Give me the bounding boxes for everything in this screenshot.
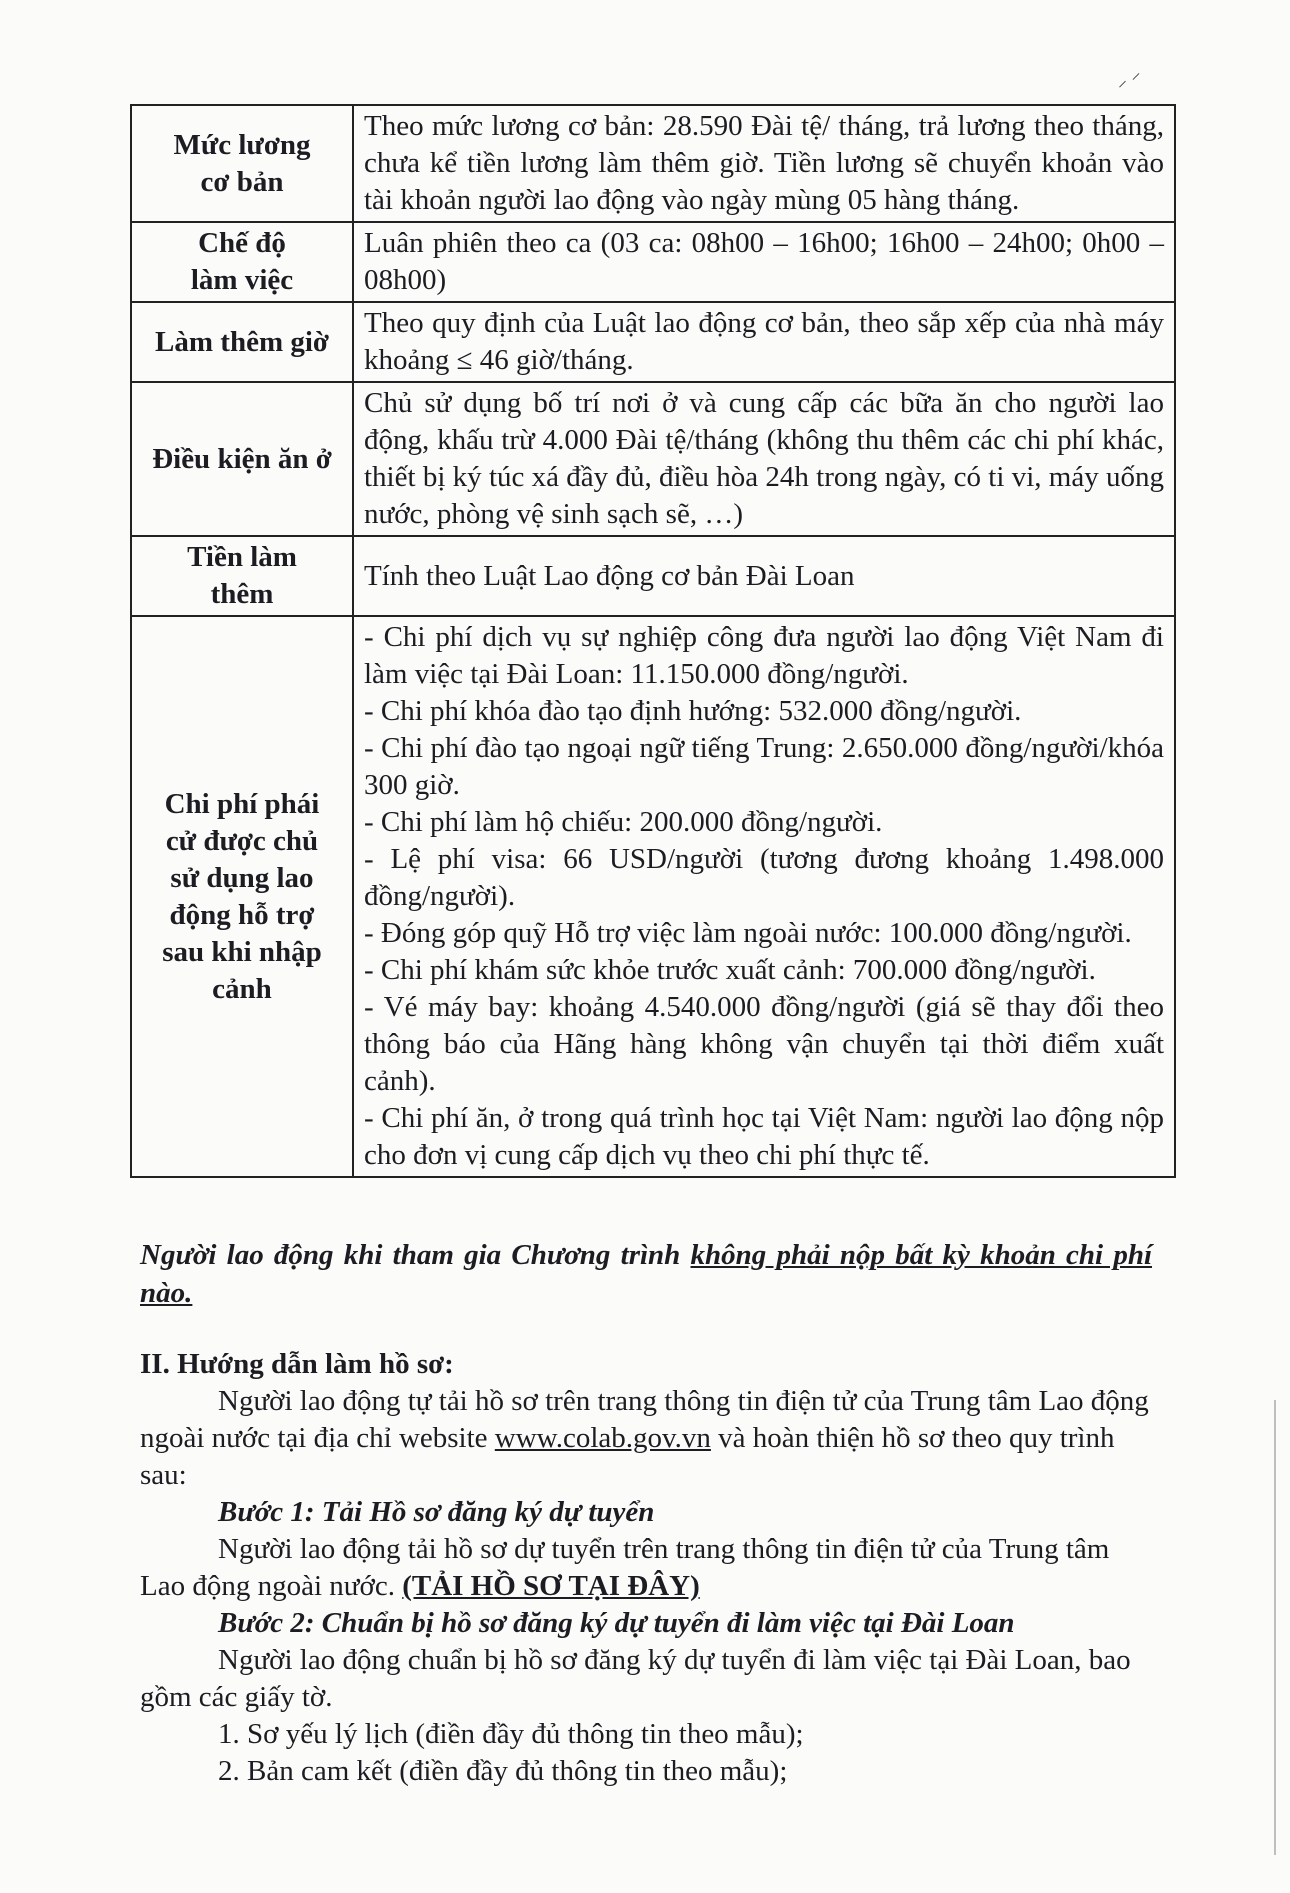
row-content <box>353 302 1175 382</box>
list-item: 1. Sơ yếu lý lịch (điền đầy đủ thông tin theo mẫu); <box>218 1718 804 1750</box>
row-content-line: - Chi phí dịch vụ sự nghiệp công đưa người lao động Việt Nam đi làm việc tại Đài Loan: 11.150.000 đồng/người. <box>364 621 1164 690</box>
row-label-line: Làm thêm giờ <box>155 325 329 358</box>
section-2 <box>140 1346 1152 1790</box>
row-content <box>353 105 1175 222</box>
table-row-placement-costs <box>131 616 1175 1177</box>
row-label-line: cử được chủ <box>165 824 319 857</box>
table-row-overtime-pay <box>131 536 1175 616</box>
row-label-line: thêm <box>210 578 274 610</box>
fee-note-underlined: không phải nộp bất kỳ khoản chi phí nào. <box>140 1239 1153 1309</box>
row-label <box>131 222 353 302</box>
step-2-title: Bước 2: Chuẩn bị hồ sơ đăng ký dự tuyển đi làm việc tại Đài Loan <box>218 1607 1015 1639</box>
row-content <box>353 616 1175 1177</box>
row-content-line: - Đóng góp quỹ Hỗ trợ việc làm ngoài nước: 100.000 đồng/người. <box>364 917 1132 949</box>
row-label <box>131 302 353 382</box>
row-label <box>131 105 353 222</box>
fee-note-prefix: Người lao động khi tham gia Chương trình <box>140 1239 691 1271</box>
row-content-line: Chủ sử dụng bố trí nơi ở và cung cấp các bữa ăn cho người lao động, khấu trừ 4.000 Đài tệ/tháng (không thu thêm các chi phí khác, thiết bị ký túc xá đầy đủ, điều hòa 24h trong ngày, có ti vi, máy uống nước, phòng vệ sinh sạch sẽ, …) <box>364 387 1164 530</box>
row-label-line: sau khi nhập <box>162 935 322 968</box>
section-2-heading: II. Hướng dẫn làm hồ sơ: <box>140 1348 454 1380</box>
row-content-line: Luân phiên theo ca (03 ca: 08h00 – 16h00; 16h00 – 24h00; 0h00 – 08h00) <box>364 227 1164 296</box>
row-label-line: Điều kiện ăn ở <box>152 442 332 475</box>
table-row-salary <box>131 105 1175 222</box>
row-label-line: Tiền làm <box>187 541 297 573</box>
row-content <box>353 222 1175 302</box>
row-content-line: - Chi phí khám sức khỏe trước xuất cảnh: 700.000 đồng/người. <box>364 954 1096 986</box>
row-label-line: sử dụng lao <box>170 861 314 894</box>
website-link[interactable]: www.colab.gov.vn <box>494 1422 711 1454</box>
row-label-line: làm việc <box>190 264 294 296</box>
row-label <box>131 382 353 536</box>
row-content-line: - Vé máy bay: khoảng 4.540.000 đồng/người (giá sẽ thay đổi theo thông báo của Hãng hàng không vận chuyển tại thời điểm xuất cảnh). <box>364 991 1164 1097</box>
list-item: 2. Bản cam kết (điền đầy đủ thông tin theo mẫu); <box>218 1755 788 1787</box>
intro-after-link: và hoàn thiện hồ sơ theo quy trình sau: <box>140 1422 1115 1491</box>
row-label-line: cơ bản <box>200 165 284 198</box>
row-content <box>353 382 1175 536</box>
scan-marks: ⸝ ⸍ <box>1118 70 1141 90</box>
row-label-line: Chi phí phái <box>164 787 320 820</box>
row-content-line: - Lệ phí visa: 66 USD/người (tương đương khoảng 1.498.000 đồng/người). <box>364 843 1164 912</box>
intro-before-link: Người lao động tự tải hồ sơ trên trang thông tin điện tử của Trung tâm Lao động ngoài nước tại địa chỉ website <box>140 1385 1149 1454</box>
job-info-table <box>130 104 1176 1178</box>
table-row-accommodation <box>131 382 1175 536</box>
table-row-overtime <box>131 302 1175 382</box>
row-label <box>131 616 353 1177</box>
row-label-line: Chế độ <box>198 227 286 259</box>
scan-edge-line <box>1274 1400 1276 1855</box>
row-content <box>353 536 1175 616</box>
row-content-line: Theo mức lương cơ bản: 28.590 Đài tệ/ tháng, trả lương theo tháng, chưa kể tiền lương làm thêm giờ. Tiền lương sẽ chuyển khoản vào tài khoản người lao động vào ngày mùng 05 hàng tháng. <box>364 110 1164 216</box>
step-1-desc: Người lao động tải hồ sơ dự tuyển trên trang thông tin điện tử của Trung tâm Lao động ngoài nước. <box>140 1533 1110 1602</box>
row-content-line: - Chi phí khóa đào tạo định hướng: 532.000 đồng/người. <box>364 695 1022 727</box>
table-row-work-schedule <box>131 222 1175 302</box>
row-label-line: cảnh <box>212 972 272 1005</box>
step-2-text: Người lao động chuẩn bị hồ sơ đăng ký dự tuyển đi làm việc tại Đài Loan, bao gồm các giấy tờ. <box>140 1644 1131 1713</box>
row-content-line: Tính theo Luật Lao động cơ bản Đài Loan <box>364 559 855 592</box>
step-1-text <box>140 1531 1152 1605</box>
row-content-line: - Chi phí đào tạo ngoại ngữ tiếng Trung: 2.650.000 đồng/người/khóa 300 giờ. <box>364 732 1164 801</box>
row-content-line: - Chi phí ăn, ở trong quá trình học tại Việt Nam: người lao động nộp cho đơn vị cung cấp dịch vụ theo chi phí thực tế. <box>364 1102 1164 1171</box>
row-content-line: - Chi phí làm hộ chiếu: 200.000 đồng/người. <box>364 806 883 838</box>
row-content-line: Theo quy định của Luật lao động cơ bản, theo sắp xếp của nhà máy khoảng ≤ 46 giờ/tháng. <box>364 307 1164 376</box>
fee-note <box>140 1236 1152 1312</box>
step-1-title: Bước 1: Tải Hồ sơ đăng ký dự tuyển <box>218 1496 655 1528</box>
section-2-intro <box>140 1383 1152 1494</box>
row-label-line: Mức lương <box>173 128 311 161</box>
row-label <box>131 536 353 616</box>
row-label-line: động hỗ trợ <box>169 898 315 931</box>
download-link[interactable]: (TẢI HỒ SƠ TẠI ĐÂY) <box>402 1570 700 1602</box>
